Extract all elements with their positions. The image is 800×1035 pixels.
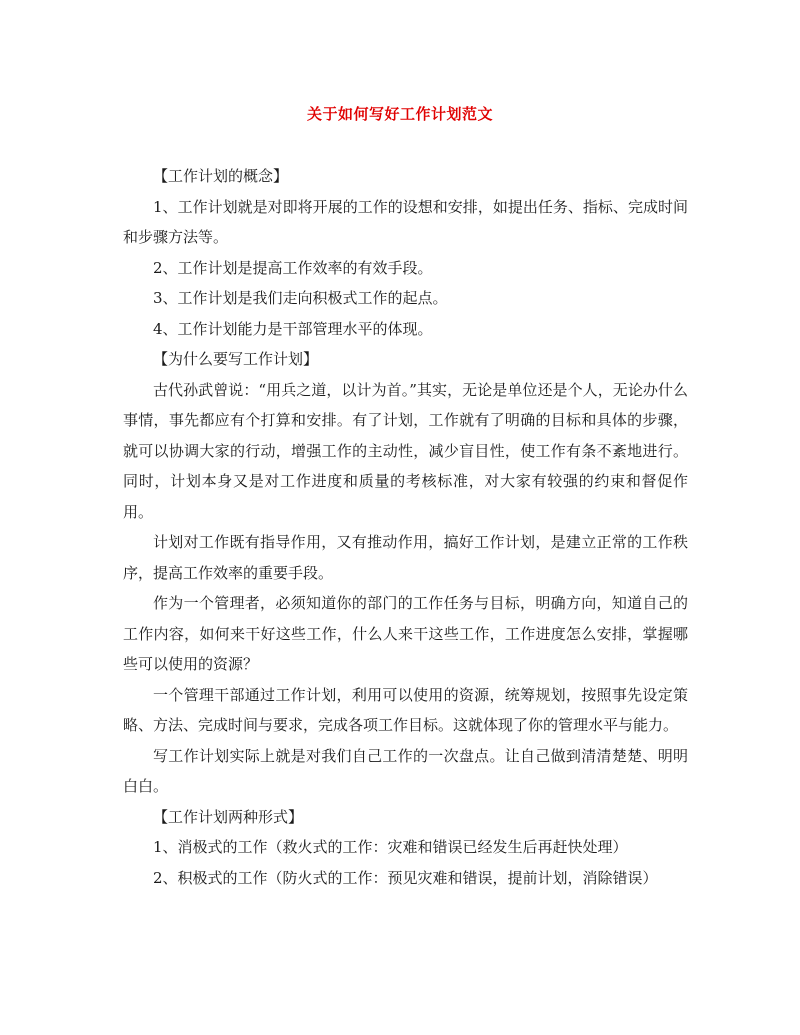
paragraph: 古代孙武曾说：“用兵之道，以计为首。”其实，无论是单位还是个人，无论办什么事情，事先都应有个打算和安排。有了计划，工作就有了明确的目标和具体的步骤，就可以协调大家的行动，增强工作的主动性，减少盲目性，使工作有条不紊地进行。同时，计划本身又是对工作进度和质量的考核标准，对大家有较强的约束和督促作用。 [123,380,688,521]
paragraph: 3、工作计划是我们走向积极式工作的起点。 [153,289,448,307]
paragraph: 1、工作计划就是对即将开展的工作的设想和安排，如提出任务、指标、完成时间和步骤方法等。 [123,197,688,246]
document-title: 关于如何写好工作计划范文 [306,105,493,123]
paragraph: 2、积极式的工作（防火式的工作：预见灾难和错误，提前计划，消除错误） [153,868,658,887]
paragraph: 写工作计划实际上就是对我们自己工作的一次盘点。让自己做到清清楚楚、明明白白。 [123,746,688,795]
section-heading-forms: 【工作计划两种形式】 [153,807,304,826]
paragraph: 2、工作计划是提高工作效率的有效手段。 [153,258,433,277]
section-heading-why: 【为什么要写工作计划】 [153,350,319,368]
paragraph: 计划对工作既有指导作用，又有推动作用，搞好工作计划，是建立正常的工作秩序，提高工作效率的重要手段。 [123,533,688,582]
paragraph: 作为一个管理者，必须知道你的部门的工作任务与目标，明确方向，知道自己的工作内容，如何来干好这些工作，什么人来干这些工作，工作进度怎么安排，掌握哪些可以使用的资源？ [123,594,688,673]
section-heading-concept: 【工作计划的概念】 [153,167,289,185]
paragraph: 1、消极式的工作（救火式的工作：灾难和错误已经发生后再赶快处理） [153,838,628,856]
document-body [123,161,688,893]
paragraph: 一个管理干部通过工作计划，利用可以使用的资源，统筹规划，按照事先设定策略、方法、完成时间与要求，完成各项工作目标。这就体现了你的管理水平与能力。 [123,685,688,734]
paragraph: 4、工作计划能力是干部管理水平的体现。 [153,319,433,338]
